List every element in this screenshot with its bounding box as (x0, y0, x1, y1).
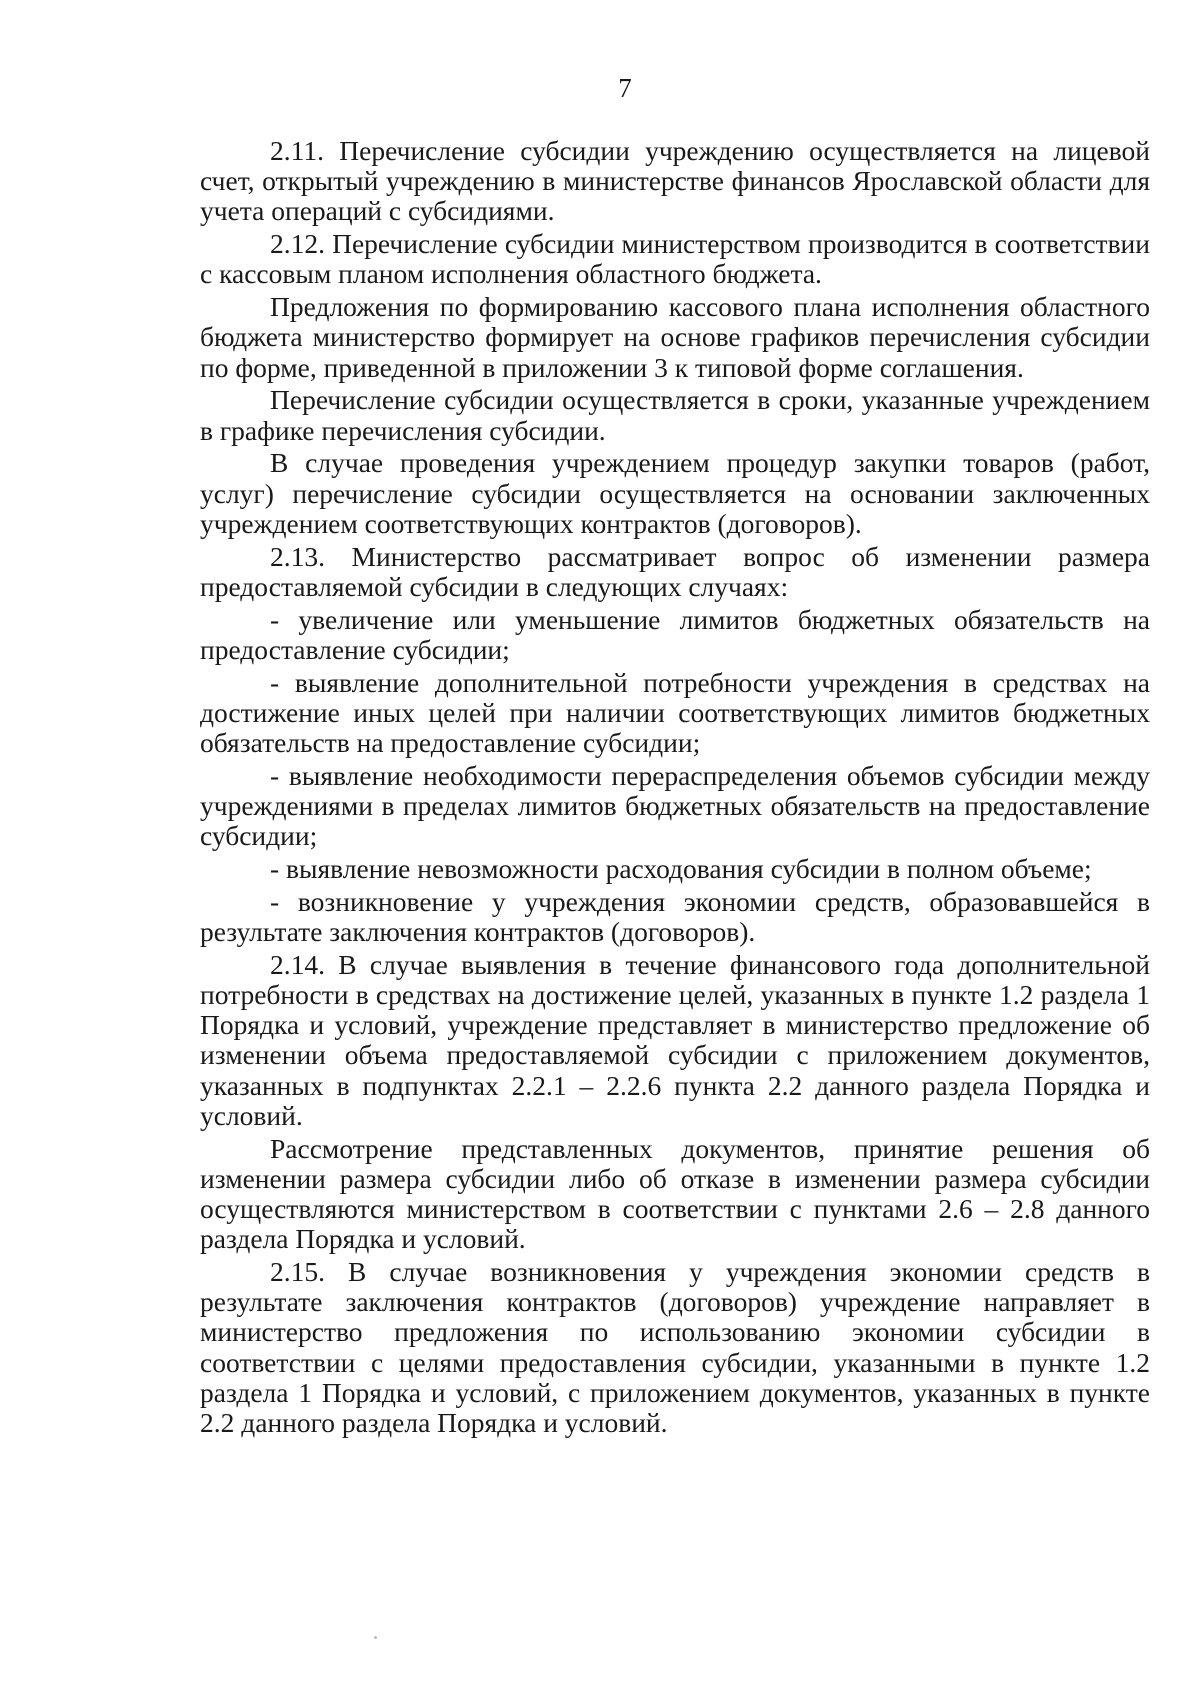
document-body (200, 136, 1150, 1441)
paragraph-2-13: 2.13. Министерство рассматривает вопрос об изменении размера предоставляемой субсидии в следующих случаях: (200, 540, 1150, 602)
list-item: - выявление необходимости перераспределения объемов субсидии между учреждениями в пределах лимитов бюджетных обязательств на предоставление субсидии; (200, 759, 1150, 852)
paragraph-procurement: В случае проведения учреждением процедур закупки товаров (работ, услуг) перечисление субсидии осуществляется на основании заключенных учреждением соответствующих контрактов (договоров). (200, 447, 1150, 539)
paragraph-2-14: 2.14. В случае выявления в течение финансового года дополнительной потребности в средствах на достижение целей, указанных в пункте 1.2 раздела 1 Порядка и условий, учреждение представляет в министерство предложение об изменении объема предоставляемой субсидии с приложением документов, указанных в подпунктах 2.2.1 – 2.2.6 пункта 2.2 данного раздела Порядка и условий. (200, 948, 1150, 1131)
paragraph-cash-plan-proposals: Предложения по формированию кассового плана исполнения областного бюджета министерство формирует на основе графиков перечисления субсидии по форме, приведенной в приложении 3 к типовой форме соглашения. (200, 291, 1150, 383)
page-number: 7 (618, 73, 632, 103)
list-item: - увеличение или уменьшение лимитов бюджетных обязательств на предоставление субсидии; (200, 603, 1150, 665)
list-item: - возникновение у учреждения экономии средств, образовавшейся в результате заключения контрактов (договоров). (200, 885, 1150, 948)
paragraph-2-15: 2.15. В случае возникновения у учреждения экономии средств в результате заключения контрактов (договоров) учреждение направляет в министерство предложения по использованию экономии субсидии в соответствии с целями предоставления субсидии, указанными в пункте 1.2 раздела 1 Порядка и условий, с приложением документов, указанных в пункте 2.2 данного раздела Порядка и условий. (200, 1256, 1150, 1439)
paragraph-review-documents: Рассмотрение представленных документов, принятие решения об изменении размера субсидии либо об отказе в изменении размера субсидии осуществляются министерством в соответствии с пунктами 2.6 – 2.8 данного раздела Порядка и условий. (200, 1132, 1150, 1255)
paragraph-2-11: 2.11. Перечисление субсидии учреждению осуществляется на лицевой счет, открытый учреждению в министерстве финансов Ярославской области для учета операций с субсидиями. (200, 135, 1150, 227)
paragraph-2-12: 2.12. Перечисление субсидии министерством производится в соответствии с кассовым планом исполнения областного бюджета. (200, 228, 1150, 290)
paragraph-transfer-terms: Перечисление субсидии осуществляется в сроки, указанные учреждением в графике перечисления субсидии. (200, 384, 1150, 446)
list-item: - выявление дополнительной потребности учреждения в средствах на достижение иных целей при наличии соответствующих лимитов бюджетных обязательств на предоставление субсидии; (200, 666, 1150, 759)
list-item: - выявление невозможности расходования субсидии в полном объеме; (270, 853, 1092, 885)
scan-speck (374, 1636, 377, 1639)
